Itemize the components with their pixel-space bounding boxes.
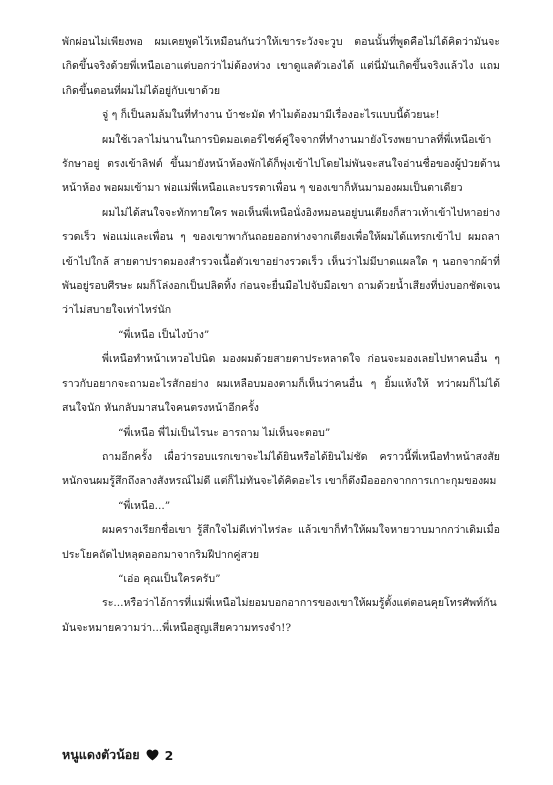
dialogue-line: “พี่เหนือ เป็นไงบ้าง” <box>118 328 210 341</box>
page-number: 2 <box>164 747 174 763</box>
dialogue-line: “เอ่อ คุณเป็นใครครับ” <box>118 572 221 585</box>
paragraph: ผมใช้เวลาไม่นานในการบิดมอเตอร์ไซค์คู่ใจจากที่ทำงานมายังโรงพยาบาลที่พี่เหนือเข้ารักษาอยู่ ตรงเข้าลิฟต์ ขึ้นมายังหน้าห้องพักได้ก็พุ่งเข้าไปโดยไม่พันจะสนใจอ่านชื่อของผู้ป่วยด้านหน้าห้อง พอผมเข้ามา พ่อแม่พี่เหนือและบรรดาเพื่อน ๆ ของเขาก็หันมามองผมเป็นตาเดียว <box>62 133 500 195</box>
paragraph: พี่เหนือทำหน้าเหวอไปนิด มองผมด้วยสายตาประหลาดใจ ก่อนจะมองเลยไปหาคนอื่น ๆ ราวกับอยากจะถามอะไรสักอย่าง ผมเหลือบมองตามก็เห็นว่าคนอื่น ๆ ยิ้มแห้งให้ ทว่าผมก็ไม่ได้สนใจนัก หันกลับมาสนใจคนตรงหน้าอีกครั้ง <box>62 353 500 415</box>
paragraph: ถามอีกครั้ง เผื่อว่ารอบแรกเขาจะไม่ได้ยินหรือได้ยินไม่ชัด คราวนี้พี่เหนือทำหน้าสงสัยหนักจนผมรู้สึกถึงลางสังหรณ์ไม่ดี แต่ก็ไม่ทันจะได้คิดอะไร เขาก็ดึงมือออกจากการเกาะกุมของผม <box>62 450 500 488</box>
book-title: หนูแดงตัวน้อย <box>62 747 140 762</box>
page-footer <box>62 745 173 765</box>
dialogue-line: “พี่เหนือ...” <box>118 499 171 512</box>
paragraph: พักผ่อนไม่เพียงพอ ผมเคยพูดไว้เหมือนกันว่าให้เขาระวังจะวูบ ตอนนั้นที่พูดคือไม่ได้คิดว่ามันจะเกิดขึ้นจริงด้วยพี่เหนือเอาแต่บอกว่าไม่ต้องห่วง เขาดูแลตัวเองได้ แต่นี่มันเกิดขึ้นจริงแล้วไง แถมเกิดขึ้นตอนที่ผมไม่ได้อยู่กับเขาด้วย <box>62 36 500 97</box>
paragraph: จู่ ๆ ก็เป็นลมล้มในที่ทำงาน บ้าชะมัด ทำไมต้องมามีเรื่องอะไรแบบนี้ด้วยนะ! <box>102 109 440 122</box>
paragraph: ระ...หรือว่าไอ้การที่แม่พี่เหนือไม่ยอมบอกอาการของเขาให้ผมรู้ตั้งแต่ตอนคุยโทรศัพท์กัน มันจะหมายความว่า...พี่เหนือสูญเสียความทรงจำ!? <box>62 597 497 634</box>
dialogue-line: “พี่เหนือ พี่ไม่เป็นไรนะ อารถาม ไม่เห็นจะตอบ” <box>118 426 331 439</box>
heart-icon <box>146 749 159 761</box>
paragraph: ผมครางเรียกชื่อเขา รู้สึกใจไม่ดีเท่าไหร่ละ แล้วเขาก็ทำให้ผมใจหายวาบมากกว่าเดิมเมื่อประโยคถัดไปหลุดออกมาจากริมฝีปากคู่สวย <box>62 524 500 561</box>
paragraph: ผมไม่ได้สนใจจะทักทายใคร พอเห็นพี่เหนือนั่งอิงหมอนอยู่บนเตียงก็สาวเท้าเข้าไปหาอย่างรวดเร็ว พ่อแม่และเพื่อน ๆ ของเขาพากันถอยออกห่างจากเตียงเพื่อให้ผมได้แทรกเข้าไป ผมถลาเข้าไปใกล้ สายตาปราดมองสำรวจเนื้อตัวเขาอย่างรวดเร็ว เห็นว่าไม่มีบาดแผลใด ๆ นอกจากผ้าที่พันอยู่รอบศีรษะ ผมก็โล่งอกเป็นปลิดทิ้ง ก่อนจะยื่นมือไปจับมือเขา ถามด้วยน้ำเสียงที่บ่งบอกชัดเจนว่าไม่สบายใจเท่าไหร่นัก <box>62 206 500 317</box>
page-body <box>62 30 500 640</box>
